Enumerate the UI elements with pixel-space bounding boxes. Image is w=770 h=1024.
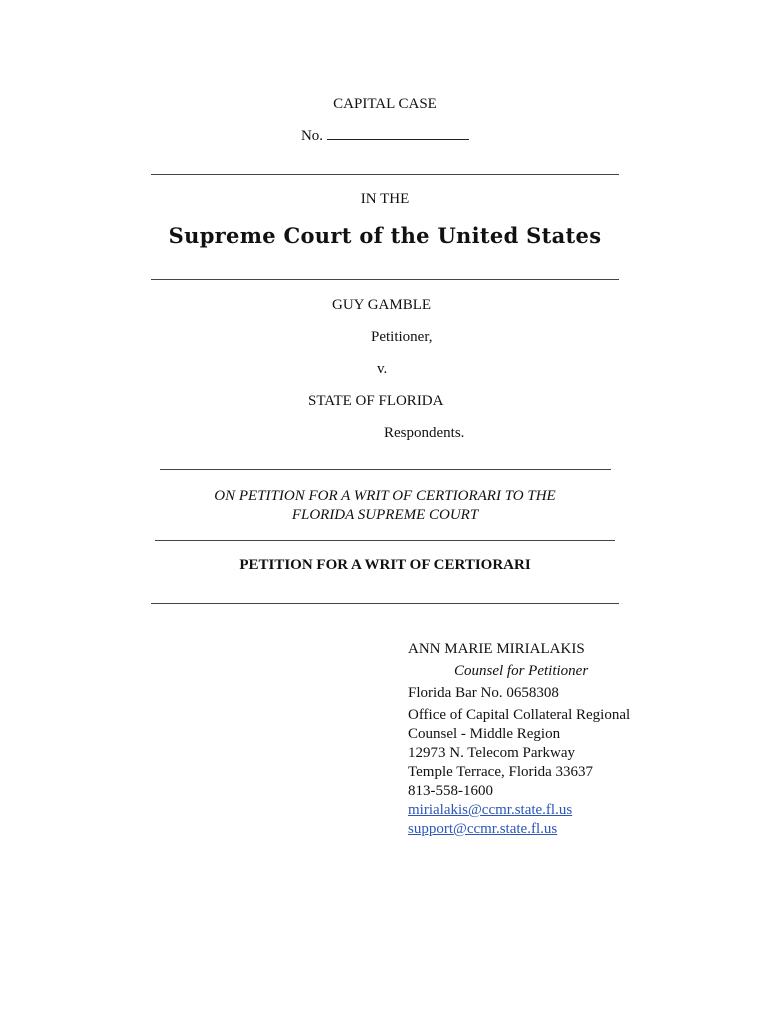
divider-rule	[155, 540, 615, 541]
counsel-block	[408, 640, 748, 839]
counsel-name: ANN MARIE MIRIALAKIS	[408, 641, 585, 657]
case-number-blank	[327, 127, 469, 140]
counsel-email-link-1[interactable]: mirialakis@ccmr.state.fl.us	[408, 802, 573, 818]
counsel-office-line-2: Counsel - Middle Region	[408, 726, 561, 742]
counsel-address-line-1: 12973 N. Telecom Parkway	[408, 745, 575, 761]
counsel-role: Counsel for Petitioner	[454, 663, 589, 679]
counsel-phone: 813-558-1600	[408, 783, 493, 799]
versus-label: v.	[377, 361, 388, 377]
court-name: Supreme Court of the United States	[168, 223, 602, 248]
petitioner-name: GUY GAMBLE	[332, 297, 432, 313]
petitioner-role: Petitioner,	[371, 329, 433, 345]
counsel-office-line-1: Office of Capital Collateral Regional	[408, 707, 631, 723]
respondent-name: STATE OF FLORIDA	[308, 393, 444, 409]
caption-line-2: FLORIDA SUPREME COURT	[291, 507, 479, 523]
divider-rule	[151, 603, 619, 604]
in-the-label: IN THE	[360, 191, 410, 207]
capital-case-label: CAPITAL CASE	[333, 96, 437, 112]
case-number-line	[0, 127, 770, 145]
case-number-label: No.	[300, 128, 324, 144]
counsel-email-link-2[interactable]: support@ccmr.state.fl.us	[408, 821, 558, 837]
counsel-bar-number: Florida Bar No. 0658308	[408, 685, 559, 701]
counsel-address-line-2: Temple Terrace, Florida 33637	[408, 764, 594, 780]
respondent-role: Respondents.	[384, 425, 465, 441]
document-title: PETITION FOR A WRIT OF CERTIORARI	[239, 557, 531, 573]
caption-line-1: ON PETITION FOR A WRIT OF CERTIORARI TO THE	[214, 488, 556, 504]
divider-rule	[151, 174, 619, 175]
divider-rule	[151, 279, 619, 280]
divider-rule	[160, 469, 611, 470]
